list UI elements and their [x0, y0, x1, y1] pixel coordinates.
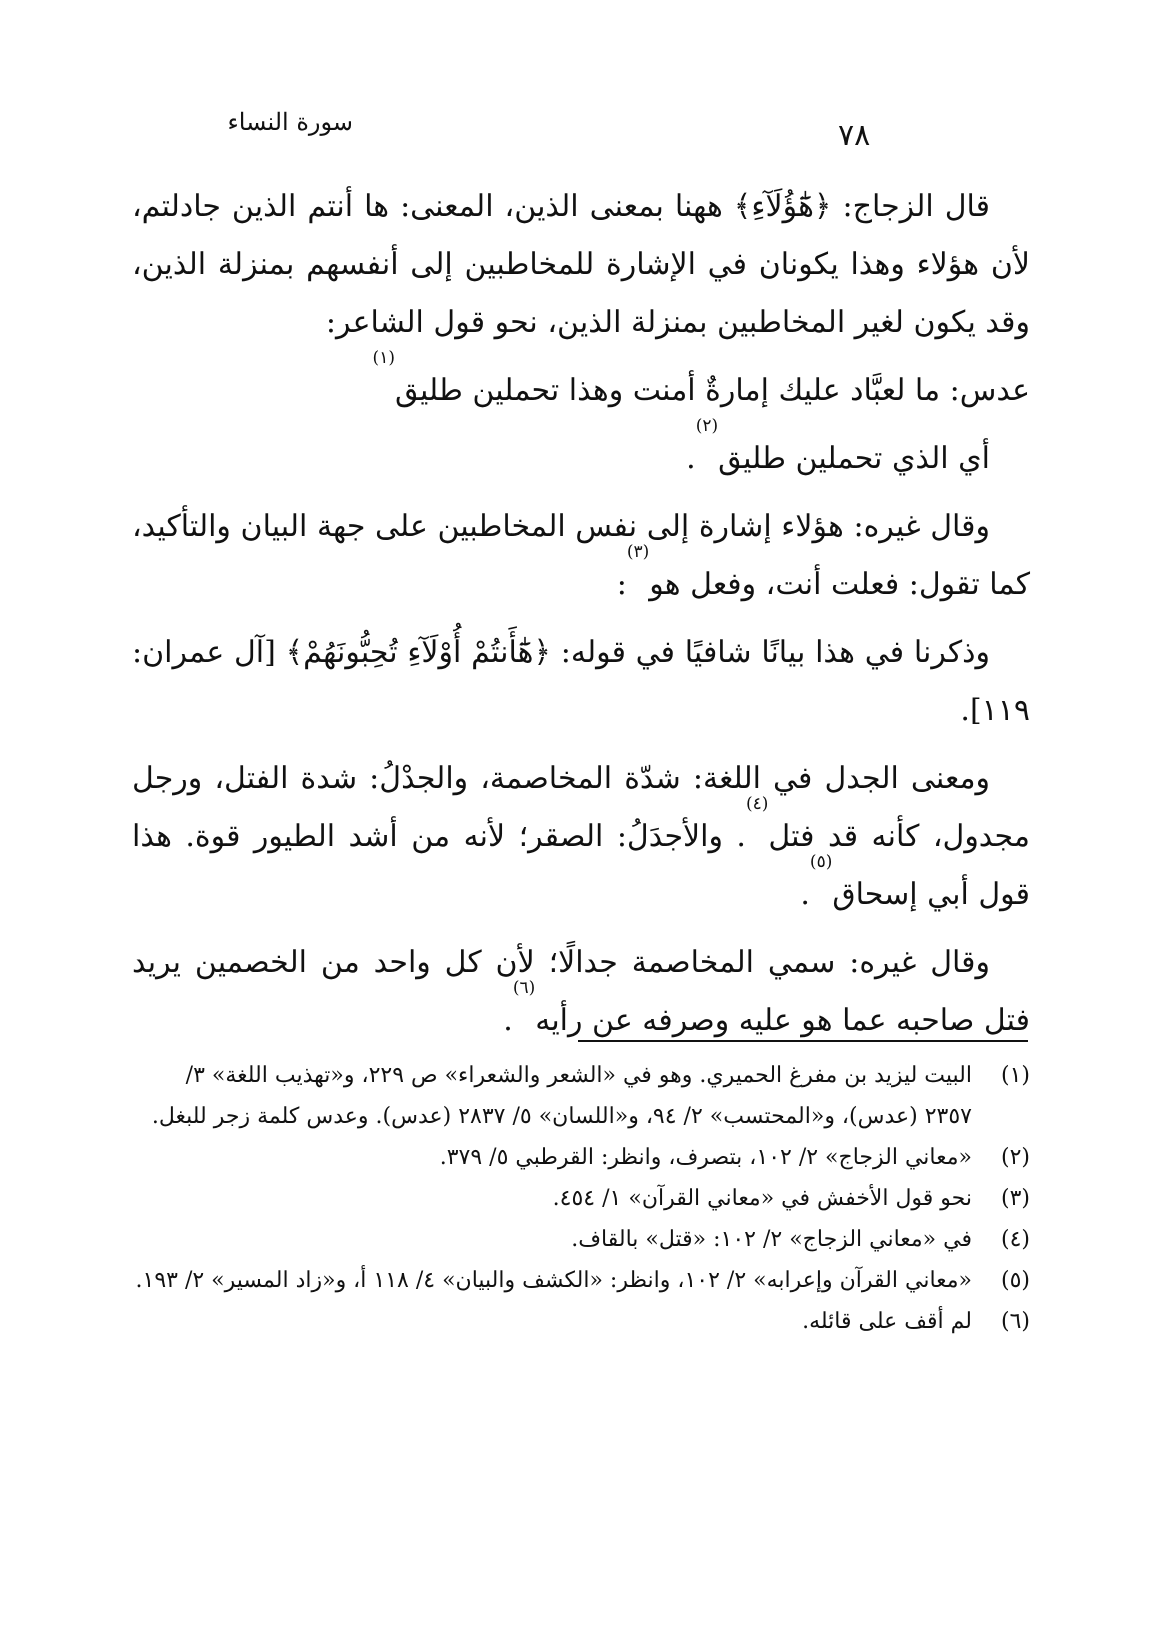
footnote [132, 1137, 1030, 1178]
footnote-marker: (٤) [745, 794, 769, 814]
footnote [132, 1219, 1030, 1260]
paragraph: وذكرنا في هذا بيانًا شافيًا في قوله: ﴿هَٰٓأَنتُمْ أُوْلَآءِ تُحِبُّونَهُمْ﴾ [آل عمران: ١١٩]. [132, 635, 1030, 728]
footnote-text: «معاني الزجاج» ٢/ ١٠٢، بتصرف، وانظر: القرطبي ٥/ ٣٧٩. [439, 1145, 972, 1170]
paragraph: وقال غيره: سمي المخاصمة جدالًا؛ لأن كل واحد من الخصمين يريد فتل صاحبه عما هو عليه وصرفه عن رأيه$^{(٦)}$. [132, 945, 1030, 1038]
footnote-marker: (٥) [809, 852, 833, 872]
footnotes [132, 1055, 1030, 1342]
paragraph: ومعنى الجدل في اللغة: شدّة المخاصمة، والجدْلُ: شدة الفتل، ورجل مجدول، كأنه قد فتل$^{(٤)}$. والأجدَلُ: الصقر؛ لأنه من أشد الطيور قوة. هذا قول أبي إسحاق$^{(٥)}$. [132, 761, 1030, 912]
page-number: ٧٨ [838, 118, 871, 153]
footnote-number: (٢) [1000, 1145, 1030, 1170]
poetry-verse: عدس: ما لعبَّاد عليك إمارةٌ أمنت وهذا تحملين طليق$^{(١)}$ [372, 348, 1030, 408]
main-text [132, 178, 1030, 1060]
paragraph: أي الذي تحملين طليق$^{(٢)}$. [686, 416, 990, 476]
footnote-text: لم أقف على قائله. [802, 1309, 972, 1334]
footnote [132, 1178, 1030, 1219]
paragraph: قال الزجاج: ﴿هَٰٓؤُلَآءِ﴾ ههنا بمعنى الذين، المعنى: ها أنتم الذين جادلتم، لأن هؤلاء وهذا يكونان في الإشارة للمخاطبين إلى أنفسهم بمنزلة الذين، وقد يكون لغير المخاطبين بمنزلة الذين، نحو قول الشاعر: [132, 189, 1030, 340]
footnote-marker: (١) [372, 348, 395, 368]
footnote-number: (٣) [1000, 1186, 1030, 1211]
footnote-number: (١) [1000, 1063, 1030, 1088]
footnote-number: (٦) [1000, 1309, 1030, 1334]
footnote-marker: (٣) [626, 542, 650, 562]
footnote-marker: (٦) [512, 978, 536, 998]
footnote-text: البيت ليزيد بن مفرغ الحميري. وهو في «الشعر والشعراء» ص ٢٢٩، و«تهذيب اللغة» ٣/ ٢٣٥٧ (عدس)، و«المحتسب» ٢/ ٩٤، و«اللسان» ٥/ ٢٨٣٧ (عدس). وعدس كلمة زجر للبغل. [151, 1063, 972, 1129]
footnote-marker: (٢) [695, 416, 719, 436]
footnote-text: نحو قول الأخفش في «معاني القرآن» ١/ ٤٥٤. [552, 1186, 972, 1211]
footnote-number: (٤) [1000, 1227, 1030, 1252]
paragraph: وقال غيره: هؤلاء إشارة إلى نفس المخاطبين على جهة البيان والتأكيد، كما تقول: فعلت أنت، وفعل هو$^{(٣)}$: [132, 509, 1030, 602]
footnote [132, 1055, 1030, 1137]
footnote-text: «معاني القرآن وإعرابه» ٢/ ١٠٢، وانظر: «الكشف والبيان» ٤/ ١١٨ أ، و«زاد المسير» ٢/ ١٩٣. [135, 1268, 972, 1293]
footnote [132, 1301, 1030, 1342]
footnote-text: في «معاني الزجاج» ٢/ ١٠٢: «قتل» بالقاف. [571, 1227, 972, 1252]
running-header-title: سورة النساء [227, 108, 353, 136]
footnote-number: (٥) [1000, 1268, 1030, 1293]
footnote-separator [578, 1040, 1028, 1042]
footnote [132, 1260, 1030, 1301]
